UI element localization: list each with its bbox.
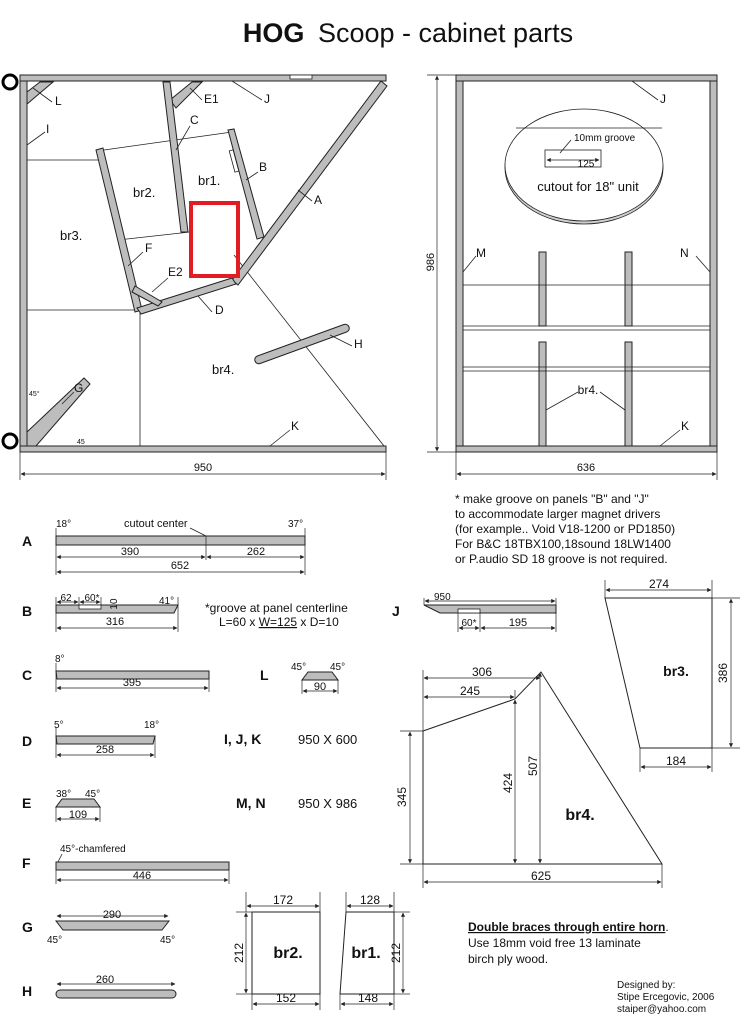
- groove-j: [290, 75, 312, 79]
- br3-bottom: 184: [665, 754, 687, 768]
- br1-top: 128: [359, 893, 381, 907]
- note-line: or P.audio SD 18 groove is not required.: [455, 552, 668, 566]
- part-br4: [395, 665, 662, 888]
- br2-label: br2.: [273, 945, 303, 962]
- guide-line: [104, 132, 232, 150]
- label-A: A: [314, 193, 323, 207]
- leader: [632, 81, 658, 100]
- leader: [198, 296, 212, 312]
- part-J-groove-w: 60*: [461, 618, 477, 629]
- panel-K-side: [20, 446, 386, 452]
- material-note-line3: birch ply wood.: [468, 952, 549, 966]
- br3-top: 274: [648, 577, 670, 591]
- part-F: [22, 844, 229, 884]
- part-br3: [605, 577, 740, 772]
- part-label-G: G: [22, 919, 33, 935]
- label-K-front: K: [681, 419, 690, 433]
- leader: [660, 430, 680, 446]
- part-L: [260, 662, 345, 694]
- panel-J-side: [20, 75, 386, 81]
- label-F: F: [145, 241, 153, 255]
- part-A-total: 652: [170, 560, 190, 572]
- leader: [696, 256, 710, 272]
- label-M: M: [476, 246, 486, 260]
- part-B: [22, 593, 178, 632]
- part-F-shape: [56, 862, 229, 870]
- groove-spec: [205, 601, 348, 629]
- part-D-angle-right: 18°: [144, 720, 160, 731]
- part-MN-size: 950 X 986: [298, 796, 358, 811]
- br3-height: 386: [716, 662, 730, 684]
- credits-line2: Stipe Ercegovic, 2006: [617, 992, 715, 1003]
- leader: [58, 854, 62, 862]
- part-D-shape: [56, 736, 155, 744]
- label-J-side: J: [264, 92, 270, 106]
- brace-left-top: [539, 252, 546, 326]
- note-line: to accommodate larger magnet drivers: [455, 507, 661, 521]
- note-line: For B&C 18TBX100,18sound 18LW1400: [455, 537, 671, 551]
- front-br4: br4.: [577, 383, 599, 397]
- part-C-angle: 8°: [55, 654, 65, 665]
- part-H-shape: [56, 990, 176, 998]
- panel-I: [20, 75, 27, 450]
- part-label-E: E: [22, 795, 32, 811]
- part-label-L: L: [260, 667, 269, 683]
- br4-306: 306: [471, 665, 493, 679]
- part-label-D: D: [22, 733, 33, 749]
- part-F-total: 446: [132, 870, 152, 882]
- br3-shape: [605, 598, 712, 748]
- part-L-total: 90: [313, 681, 327, 693]
- part-C-total: 395: [122, 677, 142, 689]
- credits-line1: Designed by:: [617, 980, 676, 991]
- panel-K-front: [456, 446, 717, 452]
- part-J-shape: [424, 605, 556, 613]
- label-N: N: [680, 246, 689, 260]
- groove-width: 125: [577, 159, 595, 170]
- part-H: [22, 974, 176, 999]
- label-I: I: [46, 122, 50, 136]
- label-E2: E2: [168, 265, 183, 279]
- br4-shape: [423, 672, 662, 864]
- label-L: L: [55, 94, 62, 108]
- part-E-shape: [56, 799, 100, 807]
- dim-front-width: 636: [576, 462, 596, 474]
- part-label-B: B: [22, 603, 33, 619]
- br3-label: br3.: [663, 663, 689, 679]
- part-B-angle: 41°: [159, 596, 175, 607]
- part-G-angle-right: 45°: [160, 935, 176, 946]
- part-D: [22, 720, 159, 758]
- front-view: [425, 75, 717, 480]
- brace-left-bottom: [539, 342, 546, 446]
- groove-notes: [455, 492, 675, 566]
- br4-507: 507: [526, 755, 540, 777]
- brace-right-bottom: [625, 342, 632, 446]
- panel-A: [232, 81, 387, 285]
- label-K-side: K: [291, 419, 300, 433]
- dim-front-height: 986: [425, 252, 437, 272]
- part-G-total: 290: [102, 909, 122, 921]
- panel-M: [456, 75, 463, 450]
- note-line: * make groove on panels "B" and "J": [455, 492, 649, 506]
- label-E1: E1: [204, 92, 219, 106]
- part-C: [22, 654, 209, 692]
- part-G-angle-left: 45°: [47, 935, 63, 946]
- part-A-angle-right: 37°: [288, 519, 304, 530]
- part-A: [22, 518, 305, 575]
- label-D: D: [215, 303, 224, 317]
- leader: [128, 252, 143, 266]
- part-D-angle-left: 5°: [54, 720, 64, 731]
- panel-J-front: [456, 75, 717, 81]
- label-H: H: [354, 337, 363, 351]
- guide-line: [118, 232, 190, 240]
- part-J-remaining: 195: [508, 617, 528, 629]
- br1-bottom: 148: [357, 991, 379, 1005]
- part-IJK-size: 950 X 600: [298, 732, 358, 747]
- part-B-groove: [79, 605, 101, 609]
- part-L-angle-right: 45°: [330, 662, 346, 673]
- credits-line3: staiper@yahoo.com: [617, 1004, 707, 1015]
- part-B-d1: 62: [60, 593, 72, 604]
- part-A-seg1: 390: [120, 546, 140, 558]
- credits: [617, 980, 715, 1015]
- part-B-d2: 60*: [84, 593, 100, 604]
- groove-spec-line1: *groove at panel centerline: [205, 601, 348, 615]
- part-label-MN: M, N: [236, 795, 266, 811]
- highlight-box: [191, 203, 238, 276]
- cutout-text: cutout for 18" unit: [537, 179, 639, 194]
- br4-424: 424: [501, 772, 515, 794]
- br2-bottom: 152: [275, 991, 297, 1005]
- part-J: [392, 592, 556, 632]
- part-E-total: 109: [68, 809, 88, 821]
- label-J-front: J: [660, 92, 666, 106]
- part-G: [22, 909, 175, 946]
- leader: [270, 430, 290, 446]
- part-label-H: H: [22, 983, 33, 999]
- br1-height: 212: [389, 942, 403, 964]
- br4-345: 345: [395, 786, 409, 808]
- leader: [246, 172, 258, 180]
- groove-note-front: 10mm groove: [574, 133, 636, 144]
- hole-bottom: [3, 434, 17, 448]
- page-title: HOG Scoop - cabinet parts: [242, 18, 574, 48]
- chamber-br1: br1.: [198, 173, 221, 188]
- part-label-F: F: [22, 855, 31, 871]
- dim-side-width: 950: [193, 462, 213, 474]
- br4-625: 625: [530, 869, 552, 883]
- part-A-note: cutout center: [124, 518, 188, 530]
- note-line: (for example.. Void V18-1200 or PD1850): [455, 522, 676, 536]
- part-A-seg2: 262: [246, 546, 266, 558]
- br4-label: br4.: [565, 807, 595, 824]
- part-J-top: 950: [434, 592, 451, 603]
- chamber-br4: br4.: [212, 362, 235, 377]
- part-A-angle-left: 18°: [56, 519, 72, 530]
- angle-g-left: 45°: [29, 391, 40, 398]
- panel-N: [710, 75, 717, 450]
- part-F-note: 45°-chamfered: [60, 844, 126, 855]
- part-B-total: 316: [105, 616, 125, 628]
- part-label-J: J: [392, 603, 400, 619]
- part-label-IJK: I, J, K: [224, 731, 262, 747]
- part-br1: [340, 892, 410, 1010]
- leader: [330, 335, 352, 346]
- br2-height: 212: [232, 942, 246, 964]
- part-L-shape: [302, 672, 338, 680]
- leader: [546, 392, 578, 410]
- leader: [232, 81, 262, 100]
- leader: [600, 392, 625, 410]
- part-G-shape: [56, 921, 169, 930]
- panel-H: [254, 323, 351, 365]
- material-note-line1: Double braces through entire horn.: [468, 920, 669, 934]
- part-H-total: 260: [95, 974, 115, 986]
- label-C: C: [190, 113, 199, 127]
- groove-spec-line2: L=60 x W=125 x D=10: [219, 615, 339, 629]
- chamber-br3: br3.: [60, 228, 83, 243]
- material-note-line2: Use 18mm void free 13 laminate: [468, 936, 641, 950]
- label-B: B: [259, 160, 268, 174]
- part-br2: [232, 892, 320, 1010]
- side-view: [3, 75, 387, 480]
- part-B-d3: 10: [109, 598, 120, 610]
- leader: [152, 278, 168, 292]
- label-G: G: [74, 381, 84, 395]
- br2-top: 172: [272, 893, 294, 907]
- hole-top: [3, 75, 17, 89]
- part-label-C: C: [22, 667, 33, 683]
- panel-B: [228, 129, 264, 239]
- part-label-A: A: [22, 533, 33, 549]
- part-D-total: 258: [95, 744, 115, 756]
- leader: [190, 528, 206, 536]
- part-E: [22, 789, 100, 822]
- br1-label: br1.: [351, 945, 381, 962]
- brace-right-top: [625, 252, 632, 326]
- leader: [463, 256, 476, 272]
- leader: [27, 132, 45, 145]
- chamber-br2: br2.: [133, 185, 156, 200]
- part-J-groove: [458, 609, 480, 613]
- part-L-angle-left: 45°: [291, 662, 307, 673]
- material-note: [468, 920, 669, 966]
- part-E-angle-left: 38°: [56, 789, 72, 800]
- angle-g-bottom: 45: [77, 439, 85, 446]
- part-A-shape: [56, 536, 305, 545]
- leader: [190, 88, 202, 100]
- part-E-angle-right: 45°: [85, 789, 101, 800]
- br4-245: 245: [459, 684, 481, 698]
